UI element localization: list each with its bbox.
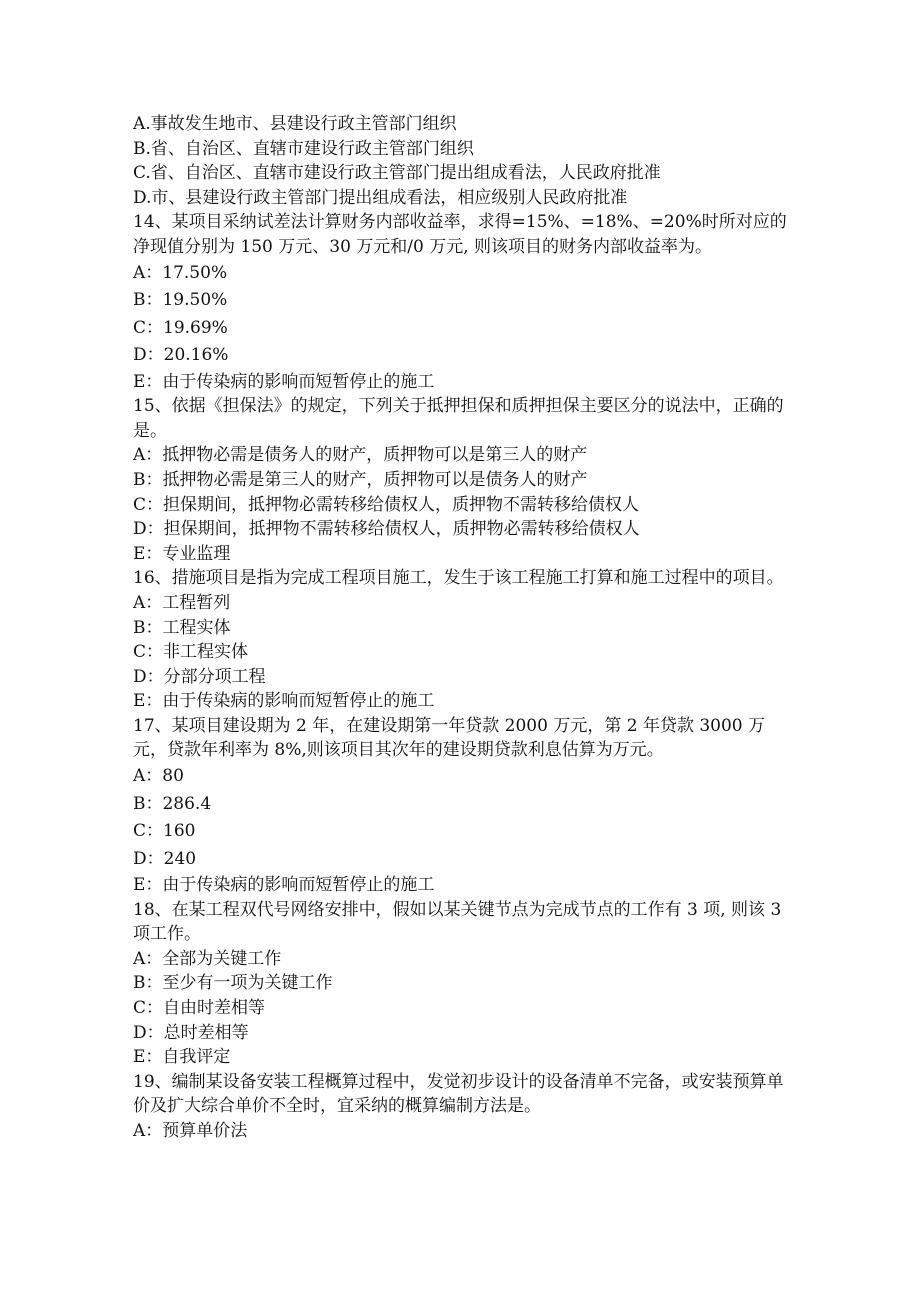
question-15-option-e: E：专业监理 xyxy=(133,543,231,564)
question-16-option-a: A：工程暂列 xyxy=(133,592,231,613)
question-14-option-c: C：19.69% xyxy=(133,317,228,338)
question-18-option-e: E：自我评定 xyxy=(133,1047,231,1068)
question-17-option-d: D：240 xyxy=(133,848,197,869)
question-17-option-c: C：160 xyxy=(133,821,196,842)
question-15-option-d: D：担保期间，抵押物不需转移给债权人，质押物必需转移给债权人 xyxy=(133,519,640,540)
question-18-option-b: B：至少有一项为关键工作 xyxy=(133,973,333,994)
option-b-13: B.省、自治区、直辖市建设行政主管部门组织 xyxy=(133,138,474,159)
question-17-option-e: E：由于传染病的影响而短暂停止的施工 xyxy=(133,875,435,896)
question-14-option-a: A：17.50% xyxy=(133,262,228,283)
question-16-option-e: E：由于传染病的影响而短暂停止的施工 xyxy=(133,691,435,712)
question-14-option-b: B：19.50% xyxy=(133,290,228,311)
question-15-option-c: C：担保期间，抵押物必需转移给债权人，质押物不需转移给债权人 xyxy=(133,494,640,515)
question-15-option-b: B：抵押物必需是第三人的财产，质押物可以是债务人的财产 xyxy=(133,469,588,490)
question-17: 17、某项目建设期为 2 年，在建设期第一年贷款 2000 万元，第 2 年贷款 3000 万元，贷款年利率为 8%,则该项目其次年的建设期贷款利息估算为万元。 xyxy=(133,715,766,761)
question-14-option-e: E：由于传染病的影响而短暂停止的施工 xyxy=(133,371,435,392)
question-16-option-b: B：工程实体 xyxy=(133,617,231,638)
question-18: 18、在某工程双代号网络安排中，假如以某关键节点为完成节点的工作有 3 项, 则该 3 项工作。 xyxy=(133,899,782,945)
question-19: 19、编制某设备安装工程概算过程中，发觉初步设计的设备清单不完备，或安装预算单价及扩大综合单价不全时，宜采纳的概算编制方法是。 xyxy=(133,1071,784,1117)
question-17-option-b: B：286.4 xyxy=(133,793,212,814)
question-18-option-a: A：全部为关键工作 xyxy=(133,948,282,969)
question-15-option-a: A：抵押物必需是债务人的财产，质押物可以是第三人的财产 xyxy=(133,445,588,466)
question-14-option-d: D：20.16% xyxy=(133,345,229,366)
question-18-option-d: D：总时差相等 xyxy=(133,1022,249,1043)
question-16: 16、措施项目是指为完成工程项目施工，发生于该工程施工打算和施工过程中的项目。 xyxy=(133,568,784,589)
question-18-option-c: C：自由时差相等 xyxy=(133,998,266,1019)
question-16-option-d: D：分部分项工程 xyxy=(133,666,266,687)
option-a-13: A.事故发生地市、县建设行政主管部门组织 xyxy=(133,114,457,134)
question-14: 14、某项目采纳试差法计算财务内部收益率，求得=15%、=18%、=20%时所对应的净现值分别为 150 万元、30 万元和/0 万元, 则该项目的财务内部收益率为。 xyxy=(133,212,787,257)
question-16-option-c: C：非工程实体 xyxy=(133,642,249,663)
question-15: 15、依据《担保法》的规定，下列关于抵押担保和质押担保主要区分的说法中，正确的是。 xyxy=(133,396,784,441)
question-17-option-a: A：80 xyxy=(133,766,184,787)
option-c-13: C.省、自治区、直辖市建设行政主管部门提出组成看法，人民政府批准 xyxy=(133,163,661,184)
option-d-13: D.市、县建设行政主管部门提出组成看法，相应级别人民政府批准 xyxy=(133,187,628,208)
document-page xyxy=(133,112,793,1144)
question-19-option-a: A：预算单价法 xyxy=(133,1121,248,1141)
